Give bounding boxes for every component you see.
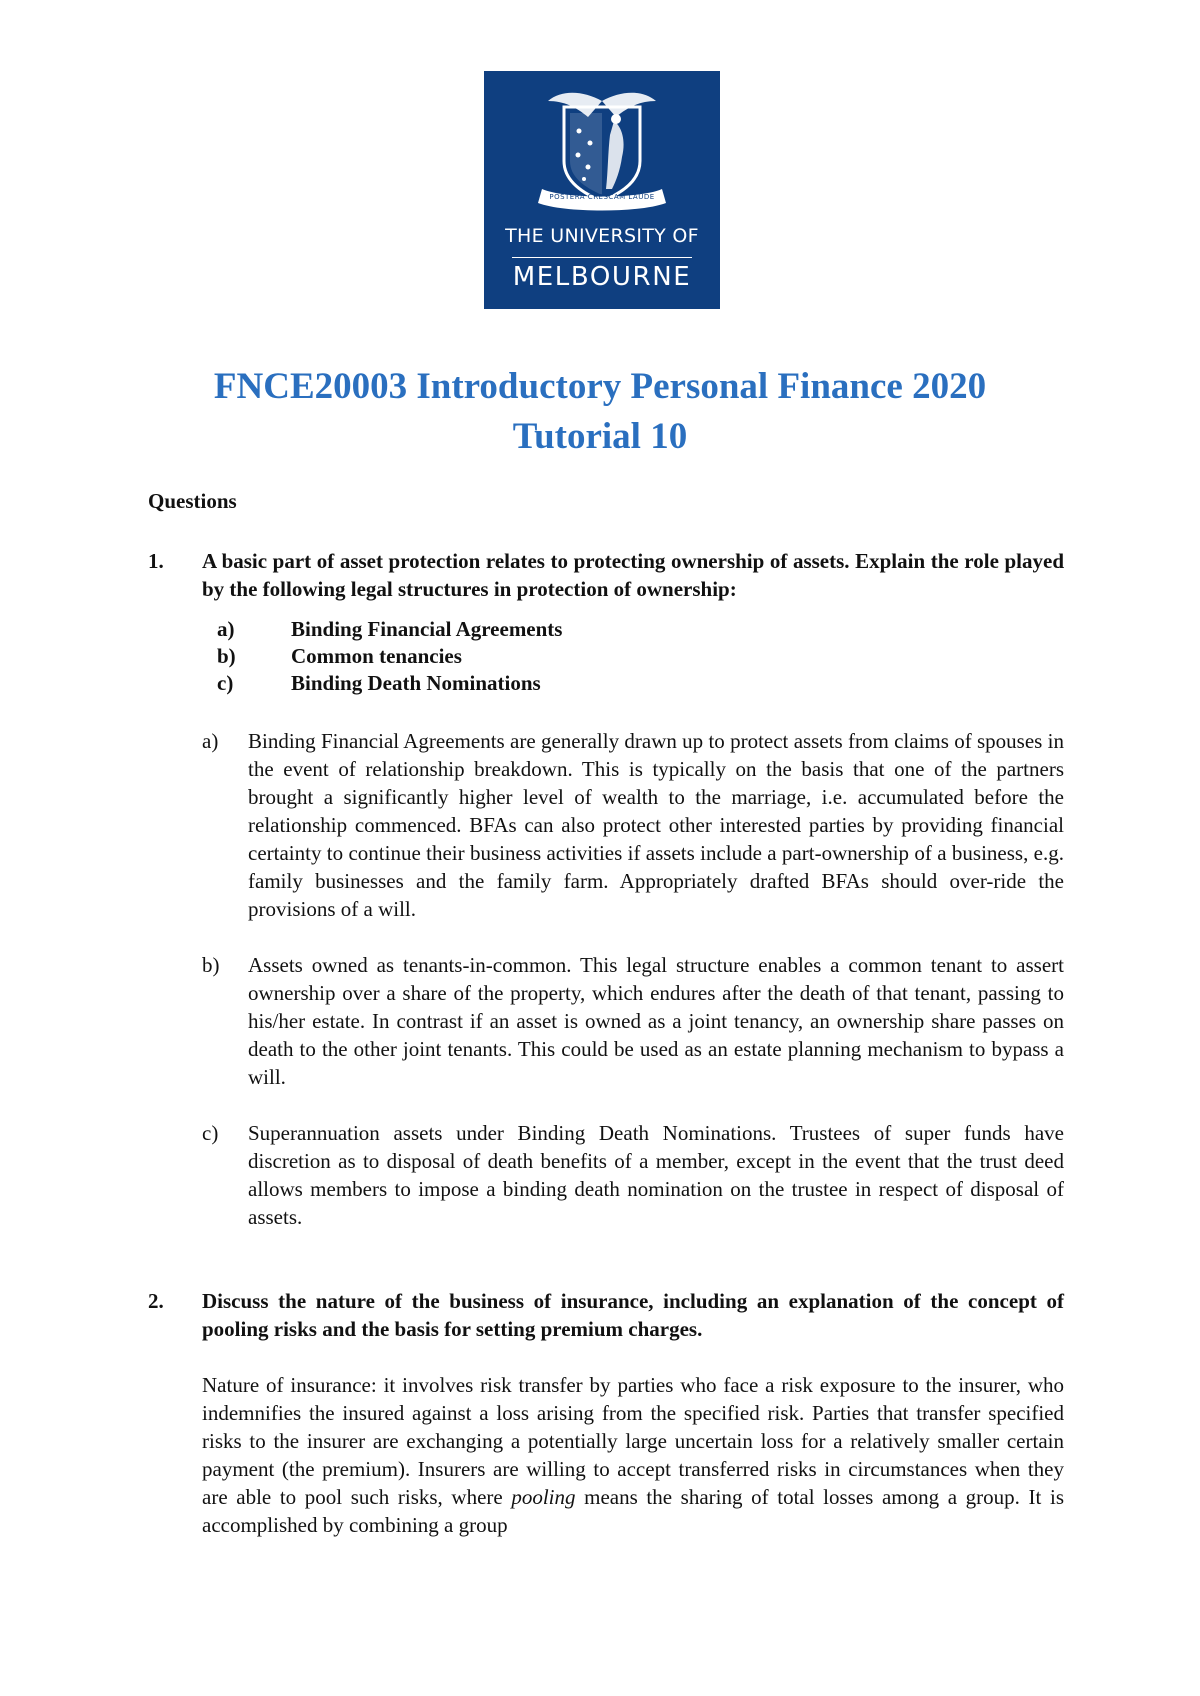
- document-title: FNCE20003 Introductory Personal Finance 2020: [213, 366, 987, 407]
- logo-motto: POSTERA CRESCAM LAUDE: [549, 193, 655, 201]
- question-1-number: 1.: [148, 549, 164, 573]
- answer-2: [202, 1371, 1064, 1539]
- answer-1b-label: b): [202, 953, 220, 977]
- answer-1a: Binding Financial Agreements are generally drawn up to protect assets from claims of spouses in the event of relationship breakdown. This is typically on the basis that one of the partners brought a significantly higher level of wealth to the marriage, i.e. accumulated before the relationship commenced. BFAs can also protect other interested parties by providing financial certainty to continue their business activities if assets include a part-ownership of a business, e.g. family businesses and the family farm. Appropriately drafted BFAs should over-ride the provisions of a will.: [248, 729, 1064, 921]
- question-1-text: A basic part of asset protection relates to protecting ownership of assets. Explain the role played by the following legal structures in protection of ownership:: [202, 549, 1064, 601]
- answer-1c: Superannuation assets under Binding Death Nominations. Trustees of super funds have discretion as to disposal of death benefits of a member, except in the event that the trust deed allows members to impose a binding death nomination on the trustee in respect of disposal of assets.: [248, 1121, 1064, 1229]
- logo-wordmark-line2: MELBOURNE: [512, 262, 692, 292]
- answer-2-part1: Nature of insurance: it involves risk transfer by parties who face a risk exposure to the insurer, who indemnifies the insured against a loss arising from the specified risk. Parties that transfer specified risks to the insurer are exchanging a potentially large uncertain loss for a relatively smaller certain payment (the premium). Insurers are willing to accept transferred risks in circumstances when they are able to pool such risks, where: [202, 1373, 1064, 1509]
- question-1-subitem-c-label: c): [217, 671, 234, 695]
- university-logo: [484, 71, 720, 309]
- questions-heading: Questions: [148, 489, 237, 513]
- answer-1c-label: c): [202, 1121, 219, 1145]
- question-1-subitem-b-label: b): [217, 644, 236, 668]
- question-1-subitem-a: Binding Financial Agreements: [291, 617, 563, 641]
- answer-1a-label: a): [202, 729, 219, 753]
- answer-2-emphasis: pooling: [511, 1485, 576, 1509]
- question-1-subitem-b: Common tenancies: [291, 644, 462, 668]
- question-2-text: Discuss the nature of the business of insurance, including an explanation of the concept of pooling risks and the basis for setting premium charges.: [202, 1289, 1064, 1341]
- question-2-number: 2.: [148, 1289, 164, 1313]
- answer-1b: Assets owned as tenants-in-common. This legal structure enables a common tenant to assert ownership over a share of the property, which endures after the death of that tenant, passing to his/her estate. In contrast if an asset is owned as a joint tenancy, an ownership share passes on death to the other joint tenants. This could be used as an estate planning mechanism to bypass a will.: [248, 953, 1064, 1089]
- logo-wordmark-line1: THE UNIVERSITY OF: [505, 225, 699, 247]
- question-1-subitem-a-label: a): [217, 617, 235, 641]
- question-1-subitem-c: Binding Death Nominations: [291, 671, 541, 695]
- document-subtitle: Tutorial 10: [512, 416, 688, 457]
- answer-2-part2: means the sharing of total losses among a group. It is accomplished by combining a group: [202, 1485, 1065, 1537]
- logo-divider: [512, 257, 692, 258]
